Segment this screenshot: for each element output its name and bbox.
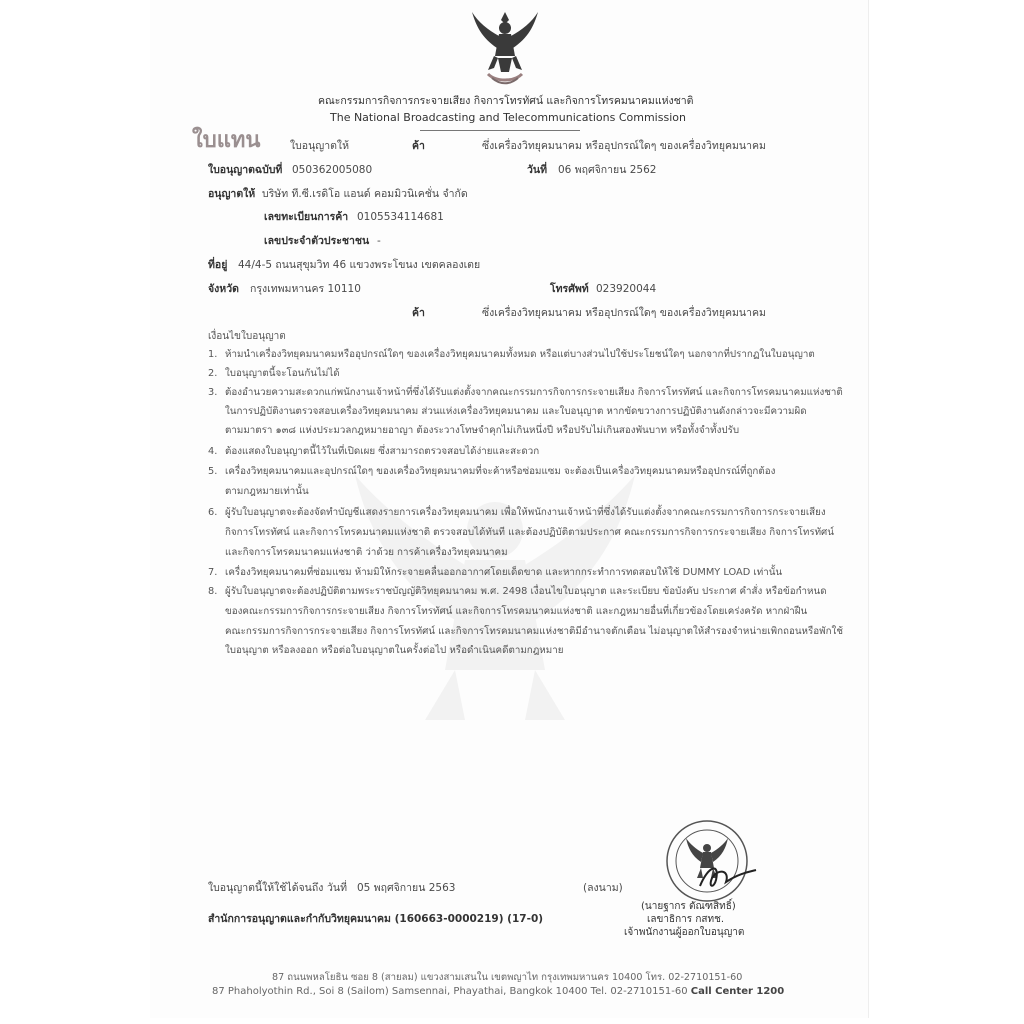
condition-item: 6. ผู้รับใบอนุญาตจะต้องจัดทำบัญชีแสดงรายการเครื่องวิทยุคมนาคม เพื่อให้พนักงานเจ้าหน้าที่ซึ่งได้รับแต่งตั้งจากคณะกรรมการกิจการกระจายเสียง xyxy=(208,507,826,518)
date-value: 06 พฤศจิกายน 2562 xyxy=(558,164,657,176)
call-center: Call Center 1200 xyxy=(690,986,785,997)
condition-continuation: และกิจการโทรคมนาคมแห่งชาติ ว่าด้วย การค้าเครื่องวิทยุคมนาคม xyxy=(225,547,508,558)
license-no-label: ใบอนุญาตฉบับที่ xyxy=(208,164,283,176)
address-label: ที่อยู่ xyxy=(208,259,228,271)
license-type-2: ค้า xyxy=(412,307,425,319)
province-value: กรุงเทพมหานคร 10110 xyxy=(250,283,361,295)
footer-thai-address: 87 ถนนพหลโยธิน ซอย 8 (สายลม) แขวงสามเสนใน เขตพญาไท กรุงเทพมหานคร 10400 โทร. 02-2710151-60 xyxy=(272,972,743,983)
header-divider xyxy=(420,130,580,131)
conditions-title: เงื่อนไขใบอนุญาต xyxy=(208,331,286,342)
replacement-stamp-text: ใบแทน xyxy=(192,127,261,153)
citizen-id-label: เลขประจำตัวประชาชน xyxy=(264,235,370,247)
validity-label: ใบอนุญาตนี้ให้ใช้ได้จนถึง xyxy=(208,882,324,894)
signer-name: (นายฐากร ตัณฑสิทธิ์) xyxy=(641,901,736,912)
phone-label: โทรศัพท์ xyxy=(550,283,589,295)
signer-role: เจ้าพนักงานผู้ออกใบอนุญาต xyxy=(624,927,745,938)
citizen-id-value: - xyxy=(377,235,381,247)
condition-item: 8. ผู้รับใบอนุญาตจะต้องปฏิบัติตามพระราชบัญญัติวิทยุคมนาคม พ.ศ. 2498 เงื่อนไขใบอนุญาต และระเบียบ ข้อบังคับ ประกาศ คำสั่ง หรือข้อกำหนด xyxy=(208,586,827,597)
phone-value: 023920044 xyxy=(596,283,657,295)
company-reg-label: เลขทะเบียนการค้า xyxy=(264,211,349,223)
english-commission-title: The National Broadcasting and Telecommunications Commission xyxy=(330,111,686,124)
license-for-label: ใบอนุญาตให้ xyxy=(290,140,349,152)
license-type: ค้า xyxy=(412,140,425,152)
address-value: 44/4-5 ถนนสุขุมวิท 46 แขวงพระโขนง เขตคลองเตย xyxy=(238,259,481,271)
license-scope-2: ซึ่งเครื่องวิทยุคมนาคม หรืออุปกรณ์ใดๆ ของเครื่องวิทยุคมนาคม xyxy=(482,307,766,319)
condition-item: 7. เครื่องวิทยุคมนาคมที่ซ่อมแซม ห้ามมิให้กระจายคลื่นออกอากาศโดยเด็ดขาด และหากกระทำการทดสอบให้ใช้ DUMMY LOAD เท่านั้น xyxy=(208,567,783,578)
garuda-emblem-icon xyxy=(470,8,540,88)
grantee-value: บริษัท ที.ซี.เรดิโอ แอนด์ คอมมิวนิเคชั่น จำกัด xyxy=(262,188,468,200)
company-reg-value: 0105534114681 xyxy=(357,211,444,223)
grantee-label: อนุญาตให้ xyxy=(208,188,256,200)
condition-item: 5. เครื่องวิทยุคมนาคมและอุปกรณ์ใดๆ ของเครื่องวิทยุคมนาคมที่จะค้าหรือซ่อมแซม จะต้องเป็นเครื่องวิทยุคมนาคมหรืออุปกรณ์ที่ถูกต้อง xyxy=(208,466,776,477)
condition-continuation: ตามมาตรา ๑๓๘ แห่งประมวลกฎหมายอาญา ต้องระวางโทษจำคุกไม่เกินหนึ่งปี หรือปรับไม่เกินสองพันบาท หรือทั้งจำทั้งปรับ xyxy=(225,425,740,436)
condition-item: 1. ห้ามนำเครื่องวิทยุคมนาคมหรืออุปกรณ์ใดๆ ของเครื่องวิทยุคมนาคมทั้งหมด หรือแต่บางส่วนไปใช้ประโยชน์ใดๆ นอกจากที่ปรากฏในใบอนุญาต xyxy=(208,349,815,360)
condition-item: 4. ต้องแสดงใบอนุญาตนี้ไว้ในที่เปิดเผย ซึ่งสามารถตรวจสอบได้ง่ายและสะดวก xyxy=(208,446,540,457)
thai-commission-title: คณะกรรมการกิจการกระจายเสียง กิจการโทรทัศน์ และกิจการโทรคมนาคมแห่งชาติ xyxy=(318,95,694,107)
license-no-value: 050362005080 xyxy=(292,164,373,176)
signer-title: เลขาธิการ กสทช. xyxy=(647,914,725,925)
validity-date-value: 05 พฤศจิกายน 2563 xyxy=(357,882,456,894)
condition-continuation: กิจการโทรทัศน์ และกิจการโทรคมนาคมแห่งชาติ ตรวจสอบได้ทันที และต้องปฏิบัติตามประกาศ คณะกรรมการกิจการกระจายเสียง กิจการโทรทัศน์ xyxy=(225,527,834,538)
validity-date-label: วันที่ xyxy=(327,882,347,894)
signature-label: (ลงนาม) xyxy=(583,882,623,894)
condition-continuation: คณะกรรมการกิจการกระจายเสียง กิจการโทรทัศน์ และกิจการโทรคมนาคมแห่งชาติมีอำนาจตักเตือน ไม่อนุญาตให้สำรองจำหน่ายเพิกถอนหรือพักใช้ xyxy=(225,626,843,637)
office-line: สำนักการอนุญาตและกำกับวิทยุคมนาคม (160663-0000219) (17-0) xyxy=(208,913,544,925)
province-label: จังหวัด xyxy=(208,283,239,295)
condition-continuation: ในการปฏิบัติงานตรวจสอบเครื่องวิทยุคมนาคม ส่วนแห่งเครื่องวิทยุคมนาคม และใบอนุญาต หากขัดขวางการปฏิบัติงานดังกล่าวจะมีความผิด xyxy=(225,406,807,417)
condition-continuation: ตามกฎหมายเท่านั้น xyxy=(225,486,309,497)
condition-continuation: ใบอนุญาต หรือลงออก หรือต่อใบอนุญาตในครั้งต่อไป หรือดำเนินคดีตามกฎหมาย xyxy=(225,645,564,656)
license-scope: ซึ่งเครื่องวิทยุคมนาคม หรืออุปกรณ์ใดๆ ของเครื่องวิทยุคมนาคม xyxy=(482,140,766,152)
condition-item: 3. ต้องอำนวยความสะดวกแก่พนักงานเจ้าหน้าที่ซึ่งได้รับแต่งตั้งจากคณะกรรมการกิจการกระจายเสียง กิจการโทรทัศน์ และกิจการโทรคมนาคมแห่งชาติ xyxy=(208,387,843,398)
footer-english-address: 87 Phaholyothin Rd., Soi 8 (Sailom) Samsennai, Phayathai, Bangkok 10400 Tel. 02-2710151-60 Call Center 1200 xyxy=(212,986,785,997)
condition-item: 2. ใบอนุญาตนี้จะโอนกันไม่ได้ xyxy=(208,368,340,379)
condition-continuation: ของคณะกรรมการกิจการกระจายเสียง กิจการโทรทัศน์ และกิจการโทรคมนาคมแห่งชาติ และกฎหมายอื่นที่เกี่ยวข้องโดยเคร่งครัด หากฝ่าฝืน xyxy=(225,606,808,617)
date-label: วันที่ xyxy=(527,164,547,176)
handwritten-signature-icon xyxy=(690,858,760,894)
